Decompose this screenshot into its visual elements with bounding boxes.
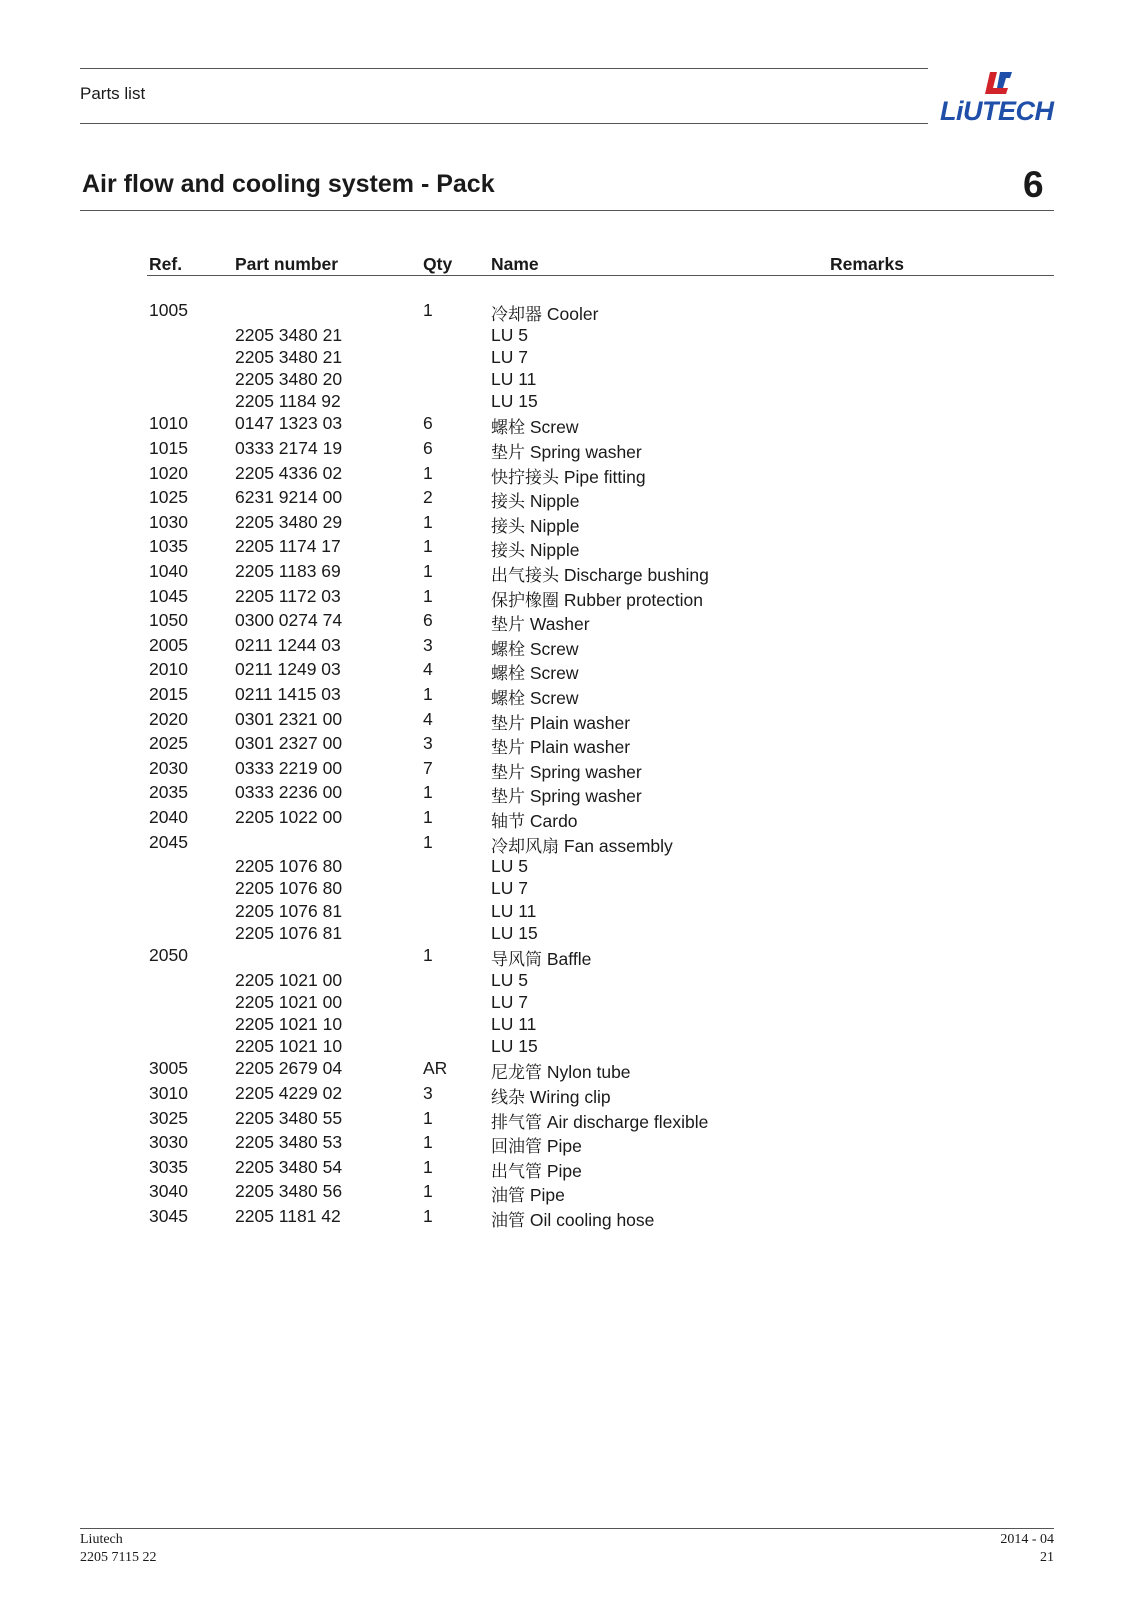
cell-part-number: 2205 1021 10 bbox=[235, 1036, 343, 1057]
cell-qty: 1 bbox=[423, 1206, 433, 1226]
cell-ref: 3035 bbox=[149, 1156, 188, 1177]
cell-name bbox=[491, 709, 630, 734]
cell-name-english: Spring washer bbox=[529, 786, 642, 807]
cell-name-chinese: 垫片 bbox=[491, 787, 525, 808]
footer-page-number: 21 bbox=[1040, 1550, 1054, 1565]
cell-qty: 3 bbox=[423, 733, 433, 754]
cell-name-chinese: 螺栓 bbox=[491, 639, 525, 660]
cell-ref: 2020 bbox=[149, 708, 188, 729]
cell-name-chinese: 垫片 bbox=[491, 762, 525, 783]
cell-name-chinese: 螺栓 bbox=[491, 689, 525, 709]
cell-name-english: Cooler bbox=[546, 304, 599, 324]
cell-name bbox=[491, 923, 538, 944]
cell-name-english: LU 11 bbox=[491, 1014, 537, 1034]
cell-part-number: 0333 2174 19 bbox=[235, 438, 343, 458]
cell-ref: 2030 bbox=[149, 757, 188, 778]
cell-qty: 6 bbox=[423, 438, 433, 458]
cell-name-english: LU 15 bbox=[491, 391, 538, 412]
cell-name bbox=[491, 438, 642, 463]
cell-name bbox=[491, 1157, 582, 1182]
cell-part-number: 0211 1244 03 bbox=[235, 634, 341, 655]
cell-part-number: 0211 1249 03 bbox=[235, 659, 341, 680]
cell-name bbox=[491, 970, 528, 991]
cell-part-number: 2205 1076 80 bbox=[235, 856, 343, 877]
cell-name bbox=[491, 463, 646, 488]
cell-name-chinese: 排气管 bbox=[491, 1112, 542, 1133]
cell-name-english: Screw bbox=[529, 688, 579, 708]
col-header-remarks: Remarks bbox=[830, 254, 904, 274]
cell-part-number: 2205 3480 53 bbox=[235, 1132, 343, 1153]
header-title: Parts list bbox=[80, 84, 146, 103]
cell-name bbox=[491, 945, 591, 970]
cell-name bbox=[491, 832, 673, 857]
cell-part-number: 2205 1184 92 bbox=[235, 391, 341, 412]
cell-name-english: LU 5 bbox=[491, 856, 528, 877]
cell-name-chinese: 接头 bbox=[491, 541, 525, 562]
cell-name bbox=[491, 536, 580, 561]
cell-part-number: 2205 1021 10 bbox=[235, 1014, 343, 1034]
cell-name bbox=[491, 300, 598, 325]
cell-name bbox=[491, 807, 578, 832]
cell-name bbox=[491, 901, 536, 922]
cell-ref: 3025 bbox=[149, 1107, 188, 1128]
cell-name-english: Nipple bbox=[529, 491, 580, 512]
cell-name-english: Oil cooling hose bbox=[529, 1210, 655, 1230]
section-rule bbox=[80, 210, 1054, 211]
cell-name bbox=[491, 347, 528, 368]
cell-part-number: 2205 1172 03 bbox=[235, 585, 341, 606]
cell-part-number: 0147 1323 03 bbox=[235, 413, 343, 434]
cell-part-number: 2205 1183 69 bbox=[235, 561, 341, 581]
cell-qty: 2 bbox=[423, 487, 433, 508]
cell-part-number: 2205 4229 02 bbox=[235, 1083, 343, 1103]
logo-text: LiUTECH bbox=[940, 96, 1054, 126]
cell-part-number: 2205 2679 04 bbox=[235, 1058, 343, 1079]
cell-name-chinese: 回油管 bbox=[491, 1137, 542, 1158]
cell-name-english: Spring washer bbox=[529, 442, 642, 462]
cell-ref: 3010 bbox=[149, 1083, 188, 1103]
cell-ref: 3005 bbox=[149, 1058, 188, 1079]
cell-name-english: Pipe fitting bbox=[563, 466, 646, 487]
cell-part-number: 2205 1076 80 bbox=[235, 878, 343, 899]
cell-name-english: Spring washer bbox=[529, 761, 642, 782]
cell-ref: 3045 bbox=[149, 1206, 188, 1226]
cell-name-chinese: 冷却风扇 bbox=[491, 836, 559, 857]
cell-name bbox=[491, 413, 579, 438]
cell-qty: 1 bbox=[423, 831, 433, 852]
cell-name bbox=[491, 733, 630, 758]
cell-name-chinese: 垫片 bbox=[491, 713, 525, 734]
cell-ref: 2015 bbox=[149, 684, 188, 704]
cell-name bbox=[491, 586, 703, 611]
cell-name-english: LU 15 bbox=[491, 1036, 538, 1057]
cell-part-number: 2205 3480 20 bbox=[235, 369, 343, 389]
cell-part-number: 2205 3480 54 bbox=[235, 1156, 343, 1177]
cell-part-number: 2205 1076 81 bbox=[235, 922, 343, 943]
cell-ref: 1040 bbox=[149, 561, 188, 581]
cell-part-number: 2205 1021 00 bbox=[235, 991, 343, 1012]
cell-name-english: Fan assembly bbox=[563, 835, 673, 856]
cell-qty: 7 bbox=[423, 757, 433, 778]
cell-name bbox=[491, 512, 580, 537]
cell-name bbox=[491, 659, 579, 684]
cell-name bbox=[491, 1083, 611, 1108]
cell-name-english: LU 7 bbox=[491, 346, 528, 367]
section-title: Air flow and cooling system - Pack bbox=[82, 170, 495, 198]
cell-name-english: Screw bbox=[529, 417, 579, 438]
cell-name-chinese: 冷却器 bbox=[491, 305, 542, 325]
cell-qty: 1 bbox=[423, 511, 433, 532]
section-number: 6 bbox=[1023, 164, 1044, 205]
cell-name-english: Pipe bbox=[529, 1185, 565, 1206]
cell-name-english: LU 15 bbox=[491, 922, 538, 943]
cell-part-number: 0300 0274 74 bbox=[235, 610, 343, 631]
col-header-part-number: Part number bbox=[235, 254, 339, 274]
cell-part-number: 2205 1174 17 bbox=[235, 536, 341, 557]
cell-name-english: Plain washer bbox=[529, 737, 631, 758]
cell-qty: AR bbox=[423, 1058, 448, 1079]
cell-ref: 1010 bbox=[149, 413, 188, 434]
cell-name-chinese: 接头 bbox=[491, 516, 525, 537]
cell-name bbox=[491, 391, 538, 412]
cell-ref: 2005 bbox=[149, 634, 188, 655]
cell-name-chinese: 垫片 bbox=[491, 738, 525, 759]
cell-qty: 1 bbox=[423, 807, 433, 827]
cell-name bbox=[491, 635, 579, 660]
cell-qty: 1 bbox=[423, 1181, 433, 1202]
col-header-ref: Ref. bbox=[149, 254, 183, 274]
cell-qty: 1 bbox=[423, 300, 433, 320]
cell-part-number: 2205 3480 29 bbox=[235, 511, 343, 532]
cell-name-english: Baffle bbox=[546, 949, 592, 969]
cell-qty: 4 bbox=[423, 659, 433, 680]
cell-ref: 2035 bbox=[149, 782, 188, 803]
cell-name bbox=[491, 992, 528, 1013]
cell-qty: 1 bbox=[423, 945, 433, 965]
cell-qty: 1 bbox=[423, 462, 433, 483]
cell-name bbox=[491, 782, 642, 807]
cell-ref: 1020 bbox=[149, 462, 188, 483]
cell-name-chinese: 出气接头 bbox=[491, 566, 559, 586]
cell-name-english: Discharge bushing bbox=[563, 565, 709, 585]
cell-name-english: Screw bbox=[529, 638, 579, 659]
cell-name-english: Nipple bbox=[529, 515, 580, 536]
cell-name-chinese: 导风筒 bbox=[491, 950, 542, 970]
cell-name-english: LU 11 bbox=[491, 900, 537, 921]
cell-part-number: 0301 2321 00 bbox=[235, 708, 343, 729]
cell-name bbox=[491, 1132, 582, 1157]
table-header-rule bbox=[147, 275, 1054, 276]
cell-name-chinese: 垫片 bbox=[491, 615, 525, 636]
cell-name-chinese: 保护橡圈 bbox=[491, 590, 559, 611]
cell-ref: 1005 bbox=[149, 300, 188, 320]
cell-part-number: 2205 1022 00 bbox=[235, 807, 343, 827]
cell-name-english: Cardo bbox=[529, 811, 578, 831]
footer-date: 2014 - 04 bbox=[1000, 1532, 1054, 1547]
liutech-logo bbox=[938, 70, 1058, 125]
cell-name-chinese: 接头 bbox=[491, 492, 525, 513]
cell-name bbox=[491, 561, 709, 586]
cell-name bbox=[491, 487, 580, 512]
cell-part-number: 2205 3480 55 bbox=[235, 1107, 343, 1128]
cell-name-english: Rubber protection bbox=[563, 589, 703, 610]
cell-part-number: 2205 3480 56 bbox=[235, 1181, 343, 1202]
footer-rule bbox=[80, 1528, 1054, 1529]
cell-name bbox=[491, 1206, 654, 1231]
cell-name-chinese: 螺栓 bbox=[491, 418, 525, 439]
cell-part-number: 2205 3480 21 bbox=[235, 346, 343, 367]
cell-part-number: 2205 3480 21 bbox=[235, 324, 343, 345]
cell-name-english: LU 11 bbox=[491, 369, 537, 389]
cell-name-english: Nylon tube bbox=[546, 1062, 631, 1083]
cell-part-number: 0333 2236 00 bbox=[235, 782, 343, 803]
logo-mark-icon bbox=[984, 70, 1014, 96]
cell-ref: 1045 bbox=[149, 585, 188, 606]
cell-name-chinese: 出气管 bbox=[491, 1161, 542, 1182]
cell-name-chinese: 油管 bbox=[491, 1186, 525, 1207]
cell-name-english: Plain washer bbox=[529, 712, 631, 733]
cell-qty: 1 bbox=[423, 684, 433, 704]
cell-part-number: 0211 1415 03 bbox=[235, 684, 341, 704]
cell-name-english: Screw bbox=[529, 663, 579, 684]
cell-ref: 2045 bbox=[149, 831, 188, 852]
cell-part-number: 2205 1181 42 bbox=[235, 1206, 341, 1226]
cell-name bbox=[491, 684, 579, 709]
cell-name-english: Washer bbox=[529, 614, 590, 635]
cell-name bbox=[491, 1014, 536, 1035]
cell-name-english: LU 7 bbox=[491, 991, 528, 1012]
cell-qty: 1 bbox=[423, 1132, 433, 1153]
cell-name-english: Wiring clip bbox=[529, 1087, 611, 1107]
cell-qty: 1 bbox=[423, 536, 433, 557]
cell-qty: 6 bbox=[423, 610, 433, 631]
footer-company: Liutech bbox=[80, 1532, 123, 1547]
cell-name bbox=[491, 1036, 538, 1057]
cell-name-chinese: 垫片 bbox=[491, 443, 525, 463]
cell-name bbox=[491, 856, 528, 877]
cell-name-chinese: 尼龙管 bbox=[491, 1063, 542, 1084]
cell-name-chinese: 线杂 bbox=[491, 1088, 525, 1108]
cell-qty: 1 bbox=[423, 561, 433, 581]
cell-name bbox=[491, 1108, 708, 1133]
cell-qty: 1 bbox=[423, 1107, 433, 1128]
cell-part-number: 0301 2327 00 bbox=[235, 733, 343, 754]
cell-qty: 3 bbox=[423, 634, 433, 655]
cell-name-english: Air discharge flexible bbox=[546, 1111, 709, 1132]
cell-name-english: Nipple bbox=[529, 540, 580, 561]
cell-name bbox=[491, 1058, 631, 1083]
cell-name-english: LU 5 bbox=[491, 324, 528, 345]
cell-qty: 4 bbox=[423, 708, 433, 729]
cell-ref: 2050 bbox=[149, 945, 188, 965]
cell-part-number: 0333 2219 00 bbox=[235, 757, 343, 778]
cell-name bbox=[491, 369, 536, 390]
cell-ref: 1050 bbox=[149, 610, 188, 631]
header-top-rule bbox=[80, 68, 928, 69]
cell-qty: 1 bbox=[423, 585, 433, 606]
cell-part-number: 2205 1021 00 bbox=[235, 969, 343, 990]
cell-qty: 6 bbox=[423, 413, 433, 434]
cell-qty: 1 bbox=[423, 1156, 433, 1177]
cell-ref: 1025 bbox=[149, 487, 188, 508]
cell-name bbox=[491, 325, 528, 346]
cell-ref: 1030 bbox=[149, 511, 188, 532]
cell-qty: 1 bbox=[423, 782, 433, 803]
cell-name-chinese: 油管 bbox=[491, 1211, 525, 1231]
cell-name bbox=[491, 878, 528, 899]
col-header-name: Name bbox=[491, 254, 539, 274]
cell-name bbox=[491, 758, 642, 783]
col-header-qty: Qty bbox=[423, 254, 453, 274]
cell-ref: 1035 bbox=[149, 536, 188, 557]
footer-doc-number: 2205 7115 22 bbox=[80, 1550, 157, 1565]
cell-part-number: 2205 4336 02 bbox=[235, 462, 343, 483]
cell-name bbox=[491, 1181, 565, 1206]
cell-ref: 3030 bbox=[149, 1132, 188, 1153]
cell-ref: 2040 bbox=[149, 807, 188, 827]
cell-qty: 3 bbox=[423, 1083, 433, 1103]
cell-name-english: Pipe bbox=[546, 1136, 582, 1157]
cell-name-chinese: 轴节 bbox=[491, 812, 525, 832]
cell-part-number: 2205 1076 81 bbox=[235, 900, 343, 921]
cell-name-chinese: 螺栓 bbox=[491, 664, 525, 685]
cell-ref: 3040 bbox=[149, 1181, 188, 1202]
cell-name-english: Pipe bbox=[546, 1160, 582, 1181]
cell-name-chinese: 快拧接头 bbox=[491, 467, 559, 488]
cell-name bbox=[491, 610, 590, 635]
cell-ref: 2010 bbox=[149, 659, 188, 680]
header-bottom-rule bbox=[80, 123, 928, 124]
cell-ref: 1015 bbox=[149, 438, 188, 458]
cell-part-number: 6231 9214 00 bbox=[235, 487, 343, 508]
cell-name-english: LU 7 bbox=[491, 878, 528, 899]
cell-name-english: LU 5 bbox=[491, 969, 528, 990]
cell-ref: 2025 bbox=[149, 733, 188, 754]
